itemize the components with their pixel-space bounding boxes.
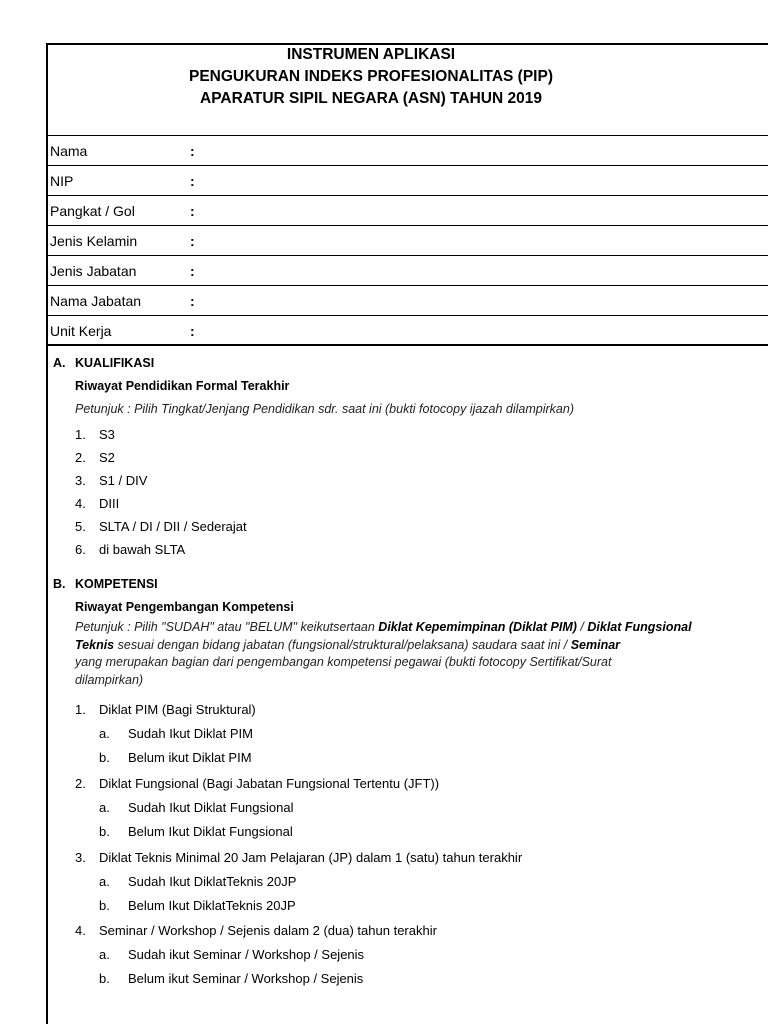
option-number: 4. [75, 496, 86, 511]
identity-label: Jenis Jabatan [50, 263, 137, 279]
option-label: S3 [99, 427, 115, 442]
section-a-option-s3[interactable] [75, 427, 115, 442]
option-label: Sudah Ikut Diklat Fungsional [128, 800, 294, 815]
item-label: Diklat PIM (Bagi Struktural) [99, 702, 256, 717]
instruction-text: sesuai dengan bidang jabatan (fungsional/struktural/pelaksana) saudara saat ini / [114, 637, 571, 652]
option-letter: b. [99, 971, 110, 986]
identity-label: Unit Kerja [50, 323, 112, 339]
instruction-line-2 [75, 637, 768, 655]
option-letter: b. [99, 750, 110, 765]
section-a-option-below-slta[interactable] [75, 542, 185, 557]
identity-row-pangkat [46, 196, 768, 226]
option-letter: a. [99, 947, 110, 962]
instruction-emphasis: Teknis [75, 637, 115, 652]
instruction-emphasis: Diklat Fungsional [587, 620, 692, 634]
identity-table [46, 136, 768, 346]
option-belum-diklat-pim[interactable] [99, 750, 252, 765]
instruction-text: / [576, 620, 588, 634]
option-label: Belum ikut Diklat PIM [128, 750, 252, 765]
section-a-title: KUALIFIKASI [75, 356, 155, 370]
section-b-item-diklat-fungsional [75, 776, 439, 791]
identity-colon: : [190, 293, 195, 309]
item-number: 1. [75, 702, 86, 717]
item-number: 3. [75, 850, 86, 865]
section-a-option-s1[interactable] [75, 473, 147, 488]
identity-label: Nama [50, 143, 88, 159]
option-label: S2 [99, 450, 115, 465]
option-number: 3. [75, 473, 86, 488]
header-title-line-1: INSTRUMEN APLIKASI [286, 46, 456, 63]
section-a-heading [53, 356, 154, 370]
option-sudah-seminar[interactable] [99, 947, 364, 962]
option-label: di bawah SLTA [99, 542, 186, 557]
instruction-line-1 [75, 619, 768, 637]
section-b-item-seminar [75, 923, 437, 938]
section-a-option-s2[interactable] [75, 450, 115, 465]
option-sudah-diklat-fungsional[interactable] [99, 800, 293, 815]
section-b-letter: B. [53, 577, 66, 591]
document-header [46, 43, 696, 135]
identity-label: Pangkat / Gol [50, 203, 135, 219]
option-number: 6. [75, 542, 86, 557]
section-b-heading [53, 577, 158, 591]
identity-row-nama-jabatan [46, 286, 768, 316]
instruction-emphasis: Diklat Kepemimpinan (Diklat PIM) [378, 620, 577, 634]
identity-colon: : [190, 233, 195, 249]
option-label: Belum Ikut DiklatTeknis 20JP [128, 898, 296, 913]
document-page [46, 43, 768, 1024]
option-belum-seminar[interactable] [99, 971, 363, 986]
option-label: Sudah Ikut DiklatTeknis 20JP [128, 874, 297, 889]
identity-row-jenis-kelamin [46, 226, 768, 256]
item-label: Seminar / Workshop / Sejenis dalam 2 (dua) tahun terakhir [99, 923, 437, 938]
section-b-item-diklat-teknis [75, 850, 522, 865]
option-label: DIII [99, 496, 120, 511]
option-letter: b. [99, 898, 110, 913]
instruction-line-3 [75, 654, 768, 672]
section-a-subtitle: Riwayat Pendidikan Formal Terakhir [75, 379, 290, 393]
section-a-option-diii[interactable] [75, 496, 119, 511]
item-label: Diklat Teknis Minimal 20 Jam Pelajaran (JP) dalam 1 (satu) tahun terakhir [99, 850, 523, 865]
section-a-letter: A. [53, 356, 66, 370]
instruction-text: yang merupakan bagian dari pengembangan kompetensi pegawai (bukti fotocopy Sertifikat/Surat [75, 655, 612, 669]
option-number: 1. [75, 427, 86, 442]
option-label: Belum ikut Seminar / Workshop / Sejenis [128, 971, 364, 986]
header-title-line-3: APARATUR SIPIL NEGARA (ASN) TAHUN 2019 [200, 90, 542, 107]
item-number: 4. [75, 923, 86, 938]
identity-label: Nama Jabatan [50, 293, 142, 309]
identity-row-nip [46, 166, 768, 196]
identity-label: Jenis Kelamin [50, 233, 138, 249]
option-letter: a. [99, 726, 110, 741]
identity-label: NIP [50, 173, 74, 189]
identity-colon: : [190, 143, 195, 159]
option-letter: b. [99, 824, 110, 839]
instruction-emphasis: Seminar [570, 637, 621, 652]
section-a-option-slta[interactable] [75, 519, 247, 534]
option-label: SLTA / DI / DII / Sederajat [99, 519, 247, 534]
option-sudah-diklat-teknis[interactable] [99, 874, 296, 889]
option-letter: a. [99, 800, 110, 815]
option-label: Sudah Ikut Diklat PIM [128, 726, 253, 741]
identity-colon: : [190, 203, 195, 219]
identity-row-unit-kerja [46, 316, 768, 346]
option-number: 2. [75, 450, 86, 465]
instruction-text: Petunjuk : Pilih "SUDAH" atau "BELUM" keikutsertaan [75, 620, 379, 634]
identity-colon: : [190, 323, 195, 339]
section-a-instruction: Petunjuk : Pilih Tingkat/Jenjang Pendidikan sdr. saat ini (bukti fotocopy ijazah dilampirkan) [75, 402, 574, 416]
section-b-title: KOMPETENSI [75, 577, 158, 591]
instruction-text: dilampirkan) [75, 672, 144, 687]
identity-row-nama [46, 136, 768, 166]
identity-colon: : [190, 173, 195, 189]
section-b-item-diklat-pim [75, 702, 256, 717]
section-b-instruction [75, 619, 768, 689]
instruction-line-4 [75, 672, 768, 690]
item-number: 2. [75, 776, 86, 791]
option-letter: a. [99, 874, 110, 889]
option-number: 5. [75, 519, 86, 534]
option-label: Belum Ikut Diklat Fungsional [128, 824, 293, 839]
option-belum-diklat-fungsional[interactable] [99, 824, 293, 839]
item-label: Diklat Fungsional (Bagi Jabatan Fungsional Tertentu (JFT)) [99, 776, 440, 791]
section-b-subtitle: Riwayat Pengembangan Kompetensi [75, 600, 294, 614]
identity-colon: : [190, 263, 195, 279]
option-label: S1 / DIV [99, 473, 148, 488]
option-label: Sudah ikut Seminar / Workshop / Sejenis [128, 947, 365, 962]
header-title-line-2: PENGUKURAN INDEKS PROFESIONALITAS (PIP) [189, 68, 553, 85]
option-belum-diklat-teknis[interactable] [99, 898, 296, 913]
identity-row-jenis-jabatan [46, 256, 768, 286]
option-sudah-diklat-pim[interactable] [99, 726, 253, 741]
